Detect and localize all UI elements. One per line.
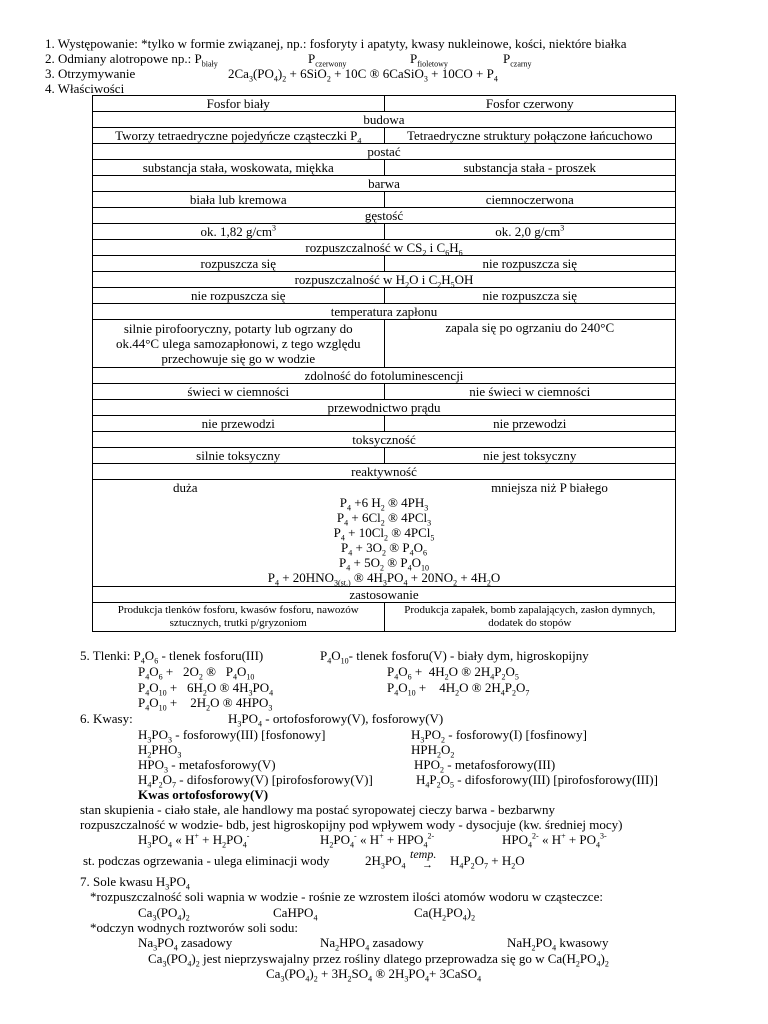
section-fotoluminescencja: zdolność do fotoluminescencji — [93, 368, 676, 384]
reaction: $P_4 + 20HNO_{3(st.)}$ ® $4H_3PO_4 + 20NO_2 + 4H_2O$ — [267, 570, 501, 588]
table-row — [93, 256, 676, 272]
kwas-name: - ortofosforowy(V), fosforowy(V) — [262, 711, 444, 726]
table-row — [93, 603, 676, 632]
sole-label-text: 7. Sole kwasu H — [80, 874, 166, 889]
cell-postac-bialy: substancja stała, woskowata, miękka — [93, 160, 385, 176]
sol-nah2po4: $NaH_2PO_4$ kwasowy — [507, 935, 609, 953]
section-barwa: barwa — [93, 176, 676, 192]
odmiana-czarny: $P_{czarny}$ — [503, 51, 532, 69]
cell-zast-bialy: Produkcja tlenków fosforu, kwasów fosforu, nawozów sztucznych, trutki p/gryzoniom — [93, 603, 385, 632]
cell-budowa-czerwony: Tetraedryczne struktury połączone łańcuchowo — [384, 128, 676, 144]
table-row — [93, 416, 676, 432]
cell-zast-czerwony: Produkcja zapałek, bomb zapalających, zasłon dymnych, dodatek do stopów — [384, 603, 676, 632]
sol-cah2po42: $Ca(H_2PO_4)_2$ — [414, 905, 476, 923]
kwas-name: - fosforowy(I) [fosfinowy] — [445, 727, 587, 742]
dysocjacja-1: $H_3PO_4$ « $H^+ + H_2PO_4^-$ — [138, 831, 250, 850]
kwas-h2pho3: $H_2PHO_3$ — [138, 742, 182, 760]
table-row — [93, 96, 676, 112]
odczyn-kwasowy: kwasowy — [559, 935, 609, 950]
cell-text: ok. 2,0 g/cm — [495, 224, 561, 239]
odczyn-zasadowy: zasadowy — [177, 935, 233, 950]
table-row — [93, 480, 676, 587]
temp-arrow: → — [422, 859, 433, 871]
sole-reaction: $Ca_3(PO_4)_2 + 3H_2SO_4$ ® $2H_3PO_4+$ 3CaSO$_4$ — [266, 966, 482, 984]
kwas-name: - difosforowy(III) [pirofosforowy(III)] — [454, 772, 658, 787]
section-toksycznosc: toksyczność — [93, 432, 676, 448]
kwas-h3po3: $H_3PO_3$ - fosforowy(III) [fosfonowy] — [138, 727, 326, 745]
reakt-bialy: duża — [173, 480, 198, 495]
cell-postac-czerwony: substancja stała - proszek — [384, 160, 676, 176]
item-wlasciwosci: 4. Właściwości — [45, 81, 125, 96]
reaction: $P_4 + 5O_2$ ® $P_4O_{10}$ — [339, 555, 429, 573]
cell-toks-bialy: silnie toksyczny — [93, 448, 385, 464]
tlenki-reaction: $P_4O_{10} + 6H_2O$ ® $4H_3PO_4$ — [138, 680, 274, 698]
table-row — [93, 320, 676, 368]
cell-budowa-bialy: Tworzy tetraedryczne pojedyńcze cząsteczki $P_4$ — [93, 128, 385, 144]
cell-text: Tworzy tetraedryczne pojedyńcze cząsteczki P — [115, 128, 358, 143]
section-gestosc: gęstość — [93, 208, 676, 224]
sol-na2hpo4: $Na_2HPO_4$ zasadowy — [320, 935, 424, 953]
dysocjacja-3: $HPO_4^{2-}$ « $H^+ + PO_4^{3-}$ — [502, 831, 607, 850]
tlenki-label: 5. Tlenki: P — [80, 648, 141, 663]
ogrzewanie-reaction: $2H_3PO_4$ — [365, 853, 406, 871]
section-budowa: budowa — [93, 112, 676, 128]
reaction: $P_4 + 6Cl_2$ ® 4PCl$_3$ — [336, 510, 432, 528]
sub-czerwony: czerwony — [315, 59, 347, 69]
item-odmiany — [45, 51, 218, 69]
table-row — [93, 128, 676, 144]
kwas-ogrzewanie: st. podczas ogrzewania - ulega eliminacji wody — [83, 853, 330, 868]
reaction: $P_4 + 3O_2$ ® $P_4O_6$ — [341, 540, 427, 558]
kwas-name: - fosforowy(III) [fosfonowy] — [172, 727, 326, 742]
kwas-name: - difosforowy(V) [pirofosforowy(V)] — [176, 772, 373, 787]
tlenki-reaction: $P_4O_6 + 4H_2O$ ® $2H_4P_2O_5$ — [387, 664, 519, 682]
sol-na3po4: $Na_3PO_4$ zasadowy — [138, 935, 233, 953]
odczyn-zasadowy: zasadowy — [369, 935, 424, 950]
sole-label: 7. Sole kwasu $H_3PO_4$ — [80, 874, 190, 892]
tlenki-line-1b: $P_4O_{10}-$ tlenek fosforu(V) - biały dym, higroskopijny — [320, 648, 589, 666]
section-reaktywnosc: reaktywność — [93, 464, 676, 480]
tlenki-reaction: $P_4O_6 + 2O_2$ ® $P_4O_{10}$ — [138, 664, 255, 682]
sol-cahpo4: CaHPO$_4$ — [273, 905, 318, 923]
cell-barwa-czerwony: ciemnoczerwona — [384, 192, 676, 208]
cell-rozp-cs2-bialy: rozpuszcza się — [93, 256, 385, 272]
cell-rozp-h2o-czerwony: nie rozpuszcza się — [384, 288, 676, 304]
kwas-h4p2o7: $H_4P_2O_7$ - difosforowy(V) [pirofosforowy(V)] — [138, 772, 373, 790]
temp-label: temp. — [410, 847, 437, 861]
tlenek-iii: - tlenek fosforu(III) — [158, 648, 264, 663]
cell-prad-bialy: nie przewodzi — [93, 416, 385, 432]
item-otrzymywanie: 3. Otrzymywanie — [45, 66, 136, 81]
cell-text: ok. 1,82 g/cm — [200, 224, 272, 239]
header-cell-bialy: Fosfor biały — [93, 96, 385, 112]
kwas-name: - metafosforowy(V) — [168, 757, 276, 772]
cell-toks-czerwony: nie jest toksyczny — [384, 448, 676, 464]
cell-barwa-bialy: biała lub kremowa — [93, 192, 385, 208]
sol-ca3po42: $Ca_3(PO_4)_2$ — [138, 905, 190, 923]
sub-czarny: czarny — [510, 59, 532, 69]
table-row — [93, 448, 676, 464]
kwasy-label: 6. Kwasy: — [80, 711, 133, 726]
cell-temp-czerwony: zapala się po ogrzaniu do 240°C — [384, 320, 676, 368]
cell-foto-czerwony: nie świeci w ciemności — [384, 384, 676, 400]
reaction: $P_4 + 10Cl_2$ ® 4PCl$_5$ — [333, 525, 435, 543]
table-row — [93, 288, 676, 304]
section-przewodnictwo: przewodnictwo prądu — [93, 400, 676, 416]
section-rozp-h2o: rozpuszczalność w $H_2O$ i $C_2H_5OH$ — [93, 272, 676, 288]
kwas-hph2o2: $HPH_2O_2$ — [411, 742, 455, 760]
sole-nieprzyswajalny: $Ca_3(PO_4)_2$ jest nieprzyswajalny przez rośliny dlatego przeprowadza się go w $Ca(H_2PO_4)_2$ — [148, 951, 609, 969]
cell-gestosc-bialy: ok. 1,82 $g/cm^3$ — [93, 224, 385, 240]
cell-reaktywnosc — [93, 480, 676, 587]
section-postac: postać — [93, 144, 676, 160]
table-row — [93, 384, 676, 400]
reaction-list — [93, 495, 675, 586]
reakt-czerwony: mniejsza niż P białego — [491, 480, 608, 495]
otrzymywanie-equation: $2Ca_3(PO_4)_2 + 6SiO_2 + 10C$ ® 6CaSiO$_3$ + $10CO + P_4$ — [228, 66, 498, 84]
header-cell-czerwony: Fosfor czerwony — [384, 96, 676, 112]
tlenki-line-1: 5. Tlenki: $P_4O_6$ - tlenek fosforu(III) — [80, 648, 264, 666]
kwas-stan: stan skupienia - ciało stałe, ale handlowy ma postać syropowatej cieczy barwa - bezbarwny — [80, 802, 556, 817]
cell-text: rozpuszczalność w CS — [305, 240, 423, 255]
table-row — [93, 224, 676, 240]
cell-foto-bialy: świeci w ciemności — [93, 384, 385, 400]
kwas-name: - metafosforowy(III) — [444, 757, 556, 772]
ogrzewanie-product: $H_4P_2O_7 + H_2O$ — [450, 853, 525, 871]
section-zastosowanie: zastosowanie — [93, 587, 676, 603]
odmiany-label: 2. Odmiany alotropowe np.: P — [45, 51, 202, 66]
odmiana-fioletowy: $P_{fioletowy}$ — [410, 51, 448, 69]
kwas-rozp: rozpuszczalność w wodzie- bdb, jest higroskopijny pod wpływem wody - dysocjuje (kw. średniej mocy) — [80, 817, 623, 832]
section-rozp-cs2: rozpuszczalność w $CS_2$ i $C_6H_6$ — [93, 240, 676, 256]
kwas-hpo2: $HPO_2$ - metafosforowy(III) — [414, 757, 556, 775]
odmiana-czerwony: $P_{czerwony}$ — [308, 51, 347, 69]
sub-bialy: biały — [201, 59, 218, 69]
cell-text: rozpuszczalność w H — [294, 272, 406, 287]
table-row — [93, 160, 676, 176]
item-wystepowanie: 1. Występowanie: *tylko w formie związanej, np.: fosforyty i apatyty, kwasy nukleinowe, kości, niektóre białka — [45, 36, 627, 51]
tlenki-reaction: $P_4O_{10}$ + $2H_2O$ ® $4HPO_3$ — [138, 695, 273, 713]
kwas-hpo3: $HPO_3$ - metafosforowy(V) — [138, 757, 276, 775]
table-row — [93, 192, 676, 208]
cell-temp-bialy: silnie pirofooryczny, potarty lub ogrzany do ok.44°C ulega samozapłonowi, z tego względu przechowuje się go w wodzie — [93, 320, 385, 368]
cell-rozp-cs2-czerwony: nie rozpuszcza się — [384, 256, 676, 272]
tlenki-reaction: $P_4O_{10}$ + $4H_2O$ ® $2H_4P_2O_7$ — [387, 680, 530, 698]
kwas-ortofosforowy-title: Kwas ortofosforowy(V) — [138, 787, 269, 802]
kwas-h3po2: $H_3PO_2$ - fosforowy(I) [fosfinowy] — [411, 727, 587, 745]
dysocjacja-2: $H_2PO_4^-$ « $H^+ + HPO_4^{2-}$ — [320, 831, 435, 850]
cell-prad-czerwony: nie przewodzi — [384, 416, 676, 432]
sole-rozp: *rozpuszczalność soli wapnia w wodzie - rośnie ze wzrostem ilości atomów wodoru w cząsteczce: — [90, 889, 603, 904]
cell-gestosc-czerwony: ok. 2,0 $g/cm^3$ — [384, 224, 676, 240]
sub-fioletowy: fioletowy — [417, 59, 448, 69]
kwas-h3po4: $H_3PO_4$ - ortofosforowy(V), fosforowy(V) — [228, 711, 444, 729]
kwas-h4p2o5: $H_4P_2O_5$ - difosforowy(III) [pirofosforowy(III)] — [416, 772, 658, 790]
reaction: $P_4 +6$ $H_2$ ® $4PH_3$ — [339, 495, 429, 513]
nieprzysw-text: jest nieprzyswajalny przez rośliny dlatego przeprowadza się go w Ca(H — [203, 951, 576, 966]
cell-rozp-h2o-bialy: nie rozpuszcza się — [93, 288, 385, 304]
sole-odczyn: *odczyn wodnych roztworów soli sodu: — [90, 920, 298, 935]
section-temperatura: temperatura zapłonu — [93, 304, 676, 320]
properties-table — [92, 95, 676, 632]
tlenek-v: - tlenek fosforu(V) - biały dym, higroskopijny — [348, 648, 589, 663]
